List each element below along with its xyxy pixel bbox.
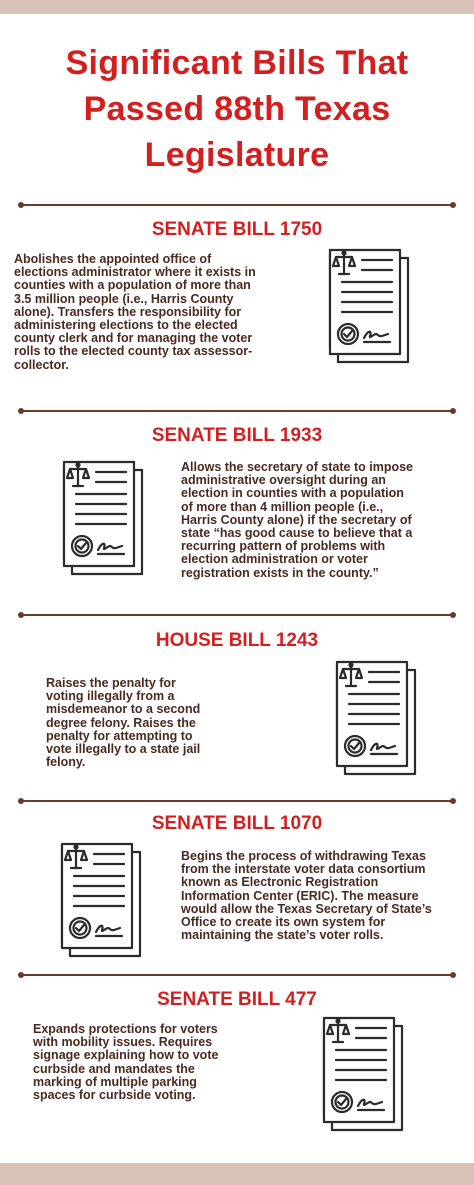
bill-description: Expands protections for voters with mobility issues. Requires signage explaining how to vote curbside and mandates the marking of multiple parking spaces for curbside voting. — [33, 1022, 219, 1103]
bill-heading: SENATE BILL 1070 — [151, 813, 323, 834]
document-legal-icon — [333, 660, 421, 778]
section-divider — [18, 970, 456, 980]
bill-description: Begins the process of withdrawing Texas from the interstate voter data consortium known as Electronic Registration Information Center (ERIC). The measure would allow the Texas Secretary of State’s Office to create its own system for maintaining the state’s voter rolls. — [181, 849, 432, 943]
document-legal-icon — [320, 1016, 408, 1134]
document-legal-icon — [60, 460, 148, 578]
bill-description: Allows the secretary of state to impose administrative oversight during an election in counties with a population of more than 4 million people (i.e., Harris County alone) if the secretary of state “has good cause to believe that a recurring pattern of problems with election administration or voter registration exists in the county.” — [181, 460, 414, 580]
section-divider — [18, 796, 456, 806]
title-line-2: Passed 88th Texas — [83, 90, 391, 128]
bottom-band — [0, 1163, 474, 1185]
section-divider — [18, 200, 456, 210]
bill-heading: HOUSE BILL 1243 — [155, 630, 319, 651]
bill-heading: SENATE BILL 1933 — [151, 425, 323, 446]
title-line-3: Legislature — [144, 136, 330, 174]
page-title — [0, 40, 474, 178]
section-divider — [18, 610, 456, 620]
bill-heading: SENATE BILL 477 — [157, 989, 317, 1010]
section-divider — [18, 406, 456, 416]
top-band — [0, 0, 474, 14]
document-legal-icon — [326, 248, 414, 366]
bill-description: Raises the penalty for voting illegally from a misdemeanor to a second degree felony. Raises the penalty for attempting to vote illegally to a state jail felony. — [46, 676, 201, 770]
bill-description: Abolishes the appointed office of elections administrator where it exists in counties with a population of more than 3.5 million people (i.e., Harris County alone). Transfers the responsibility for administering elections to the elected county clerk and for managing the voter rolls to the elected county tax assessor- collector. — [14, 252, 256, 372]
document-legal-icon — [58, 842, 146, 960]
bill-heading: SENATE BILL 1750 — [151, 219, 323, 240]
title-line-1: Significant Bills That — [65, 44, 409, 82]
